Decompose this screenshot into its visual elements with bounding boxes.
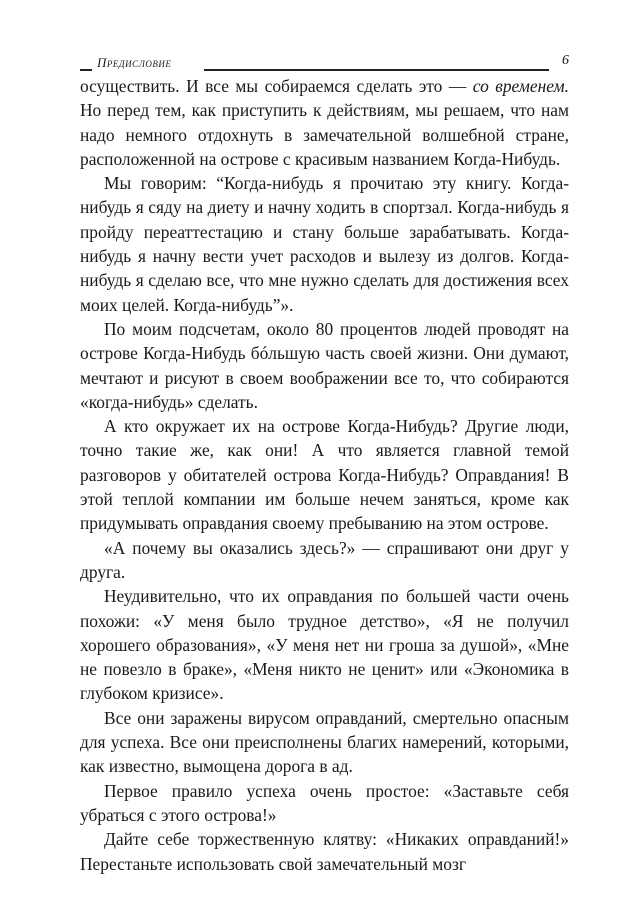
paragraph-1 bbox=[80, 74, 569, 171]
paragraph-2: Мы говорим: “Когда-нибудь я прочитаю эту книгу. Когда-нибудь я сяду на диету и начну ходить в спортзал. Когда-нибудь я пройду переаттестацию и стану больше зарабатывать. Когда-нибудь я начну вести учет расходов и вылезу из долгов. Когда-нибудь я сделаю все, что мне нужно сделать для достижения всех моих целей. Когда-нибудь”». bbox=[80, 173, 569, 315]
page-number: 6 bbox=[562, 53, 569, 68]
paragraph-8: Первое правило успеха очень простое: «Заставьте себя убраться с этого острова!» bbox=[80, 780, 569, 825]
paragraph-9: Дайте себе торжественную клятву: «Никаких оправданий!» Перестаньте использовать свой замечательный мозг bbox=[80, 829, 569, 874]
paragraph-5: «А почему вы оказались здесь?» — спрашивают они друг у друга. bbox=[80, 537, 569, 582]
paragraph-7: Все они заражены вирусом оправданий, смертельно опасным для успеха. Все они преисполнены благих намерений, которыми, как известно, вымощена дорога в ад. bbox=[80, 707, 569, 777]
paragraph-1-emphasis: со временем. bbox=[472, 76, 569, 96]
paragraph-3: По моим подсчетам, около 80 процентов людей проводят на острове Когда-Нибудь бóльшую часть своей жизни. Они думают, мечтают и рисуют в своем воображении все то, что собираются «когда-нибудь» сделать. bbox=[80, 318, 569, 412]
paragraph-4: А кто окружает их на острове Когда-Нибудь? Другие люди, точно такие же, как они! А что является главной темой разговоров у обитателей острова Когда-Нибудь? Оправдания! В этой теплой компании им больше нечем заняться, кроме как придумывать оправдания своему пребыванию на этом острове. bbox=[80, 416, 569, 534]
header-rule-right bbox=[204, 69, 549, 71]
paragraph-1-after: Но перед тем, как приступить к действиям, мы решаем, что нам надо немного отдохнуть в замечательной волшебной стране, расположенной на острове с красивым названием Когда-Нибудь. bbox=[80, 100, 569, 169]
paragraph-1-before: осуществить. И все мы собираемся сделать это — bbox=[80, 76, 473, 96]
body-text bbox=[80, 74, 569, 876]
header-rule-left bbox=[80, 69, 92, 71]
header-title: Предисловие bbox=[97, 55, 172, 70]
paragraph-6: Неудивительно, что их оправдания по большей части очень похожи: «У меня было трудное детство», «Я не получил хорошего образования», «У меня нет ни гроша за душой», «Мне не повезло в браке», «Меня никто не ценит» или «Экономика в глубоком кризисе». bbox=[80, 586, 569, 704]
running-header bbox=[80, 52, 569, 74]
